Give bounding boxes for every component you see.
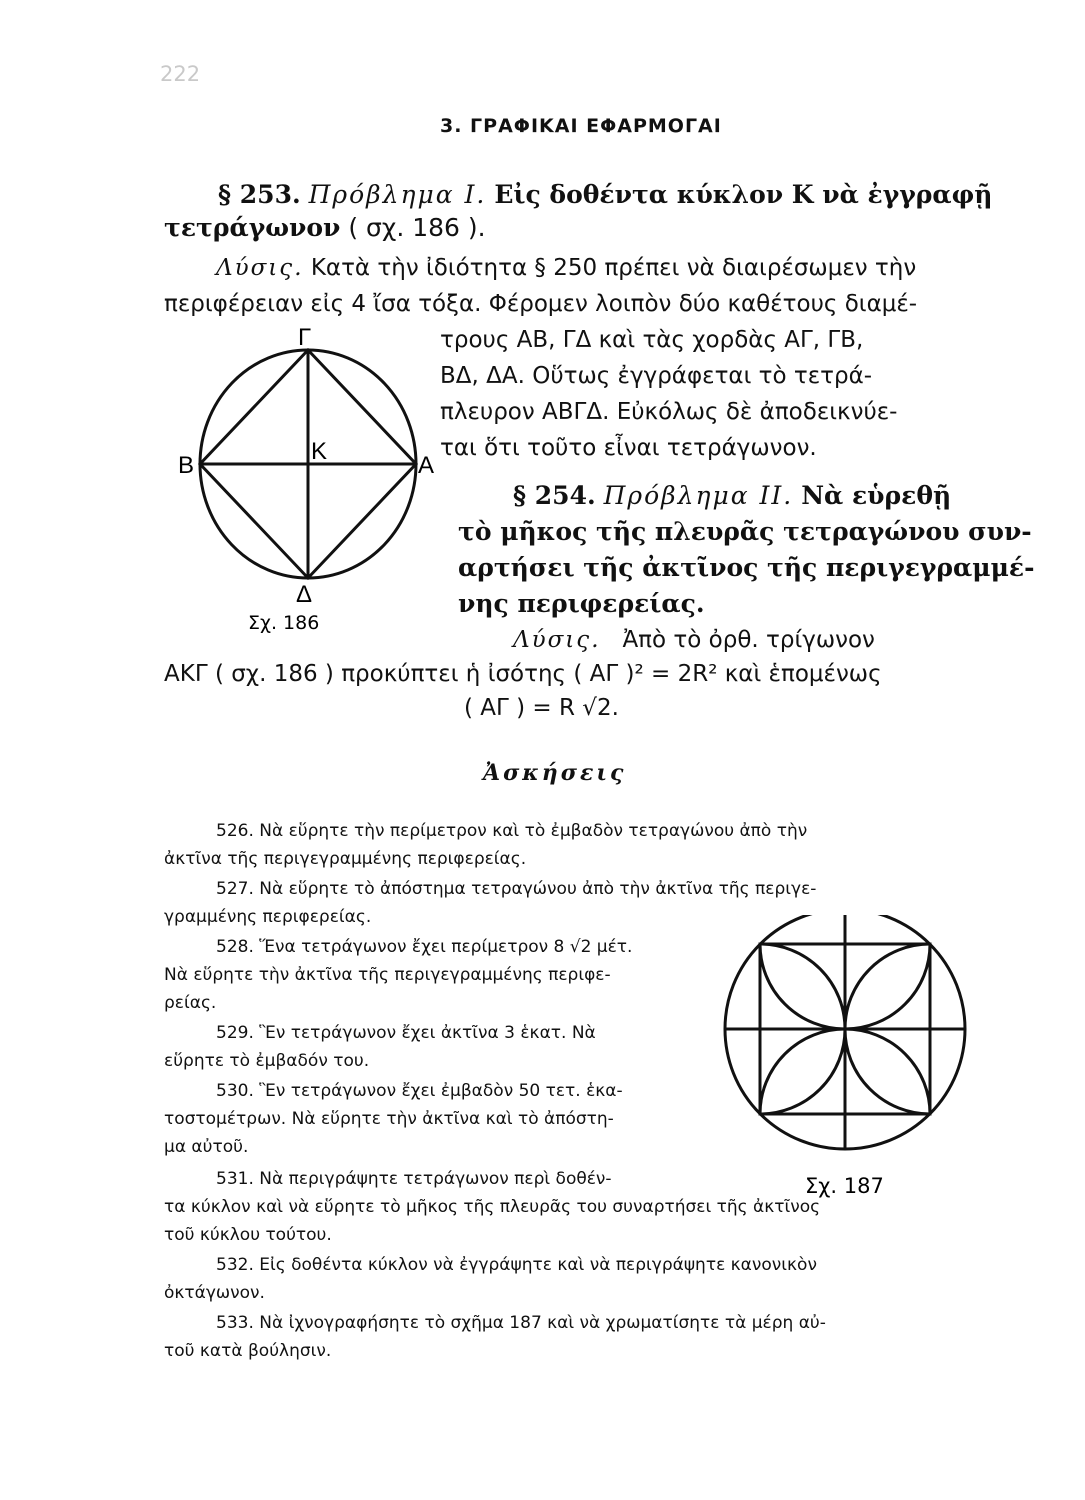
label-kappa: Κ bbox=[311, 438, 328, 465]
exercise-531: 531. Νὰ περιγράψητε τετράγωνον περὶ δοθέν- bbox=[216, 1169, 612, 1189]
exercise-528: 528. Ἕνα τετράγωνον ἔχει περίμετρον 8 √2 μέτ. bbox=[216, 937, 633, 957]
exercise-line: τοῦ κατὰ βούλησιν. bbox=[164, 1341, 332, 1361]
exercise-527: 527. Νὰ εὕρητε τὸ ἀπόστημα τετραγώνου ἀπὸ τὴν ἀκτῖνα τῆς περιγε- bbox=[216, 879, 817, 899]
exercise-line: ρείας. bbox=[164, 993, 217, 1013]
exercise-line: τοῦ κύκλου τούτου. bbox=[164, 1225, 332, 1245]
figure-187 bbox=[705, 915, 985, 1215]
exercise-529: 529. Ἓν τετράγωνον ἔχει ἀκτῖνα 3 ἑκατ. Νὰ bbox=[216, 1023, 596, 1043]
solution-label: Λύσις. bbox=[216, 255, 304, 281]
section-number: § 253. bbox=[218, 180, 301, 209]
solution-253-line3: τρους ΑΒ, ΓΔ καὶ τὰς χορδὰς ΑΓ, ΓΒ, bbox=[440, 327, 864, 353]
problem-254-line2: τὸ μῆκος τῆς πλευρᾶς τετραγώνου συν- bbox=[458, 517, 1032, 546]
problem-name: Πρόβλημα Ι. bbox=[308, 180, 487, 209]
section-heading: 3. ΓΡΑΦΙΚΑΙ ΕΦΑΡΜΟΓΑΙ bbox=[440, 115, 722, 137]
figure-caption: Σχ. 187 bbox=[805, 1174, 884, 1198]
solution-label: Λύσις. bbox=[513, 627, 601, 653]
exercise-526: 526. Νὰ εὕρητε τὴν περίμετρον καὶ τὸ ἐμβαδὸν τετραγώνου ἀπὸ τὴν bbox=[216, 821, 808, 841]
problem-title: Εἰς δοθέντα κύκλον Κ νὰ ἐγγραφῇ bbox=[494, 180, 993, 209]
problem-254-line1 bbox=[513, 476, 951, 516]
label-alpha: Α bbox=[418, 452, 435, 479]
solution-254-line1 bbox=[513, 622, 875, 659]
exercise-line: γραμμένης περιφερείας. bbox=[164, 907, 372, 927]
exercise-line: τα κύκλον καὶ νὰ εὕρητε τὸ μῆκος τῆς πλευρᾶς του συναρτήσει τῆς ἀκτῖνος bbox=[164, 1197, 821, 1217]
exercise-530: 530. Ἓν τετράγωνον ἔχει ἐμβαδὸν 50 τετ. ἑκα- bbox=[216, 1081, 623, 1101]
exercise-line: μα αὐτοῦ. bbox=[164, 1137, 249, 1157]
exercises-title: Ἀσκήσεις bbox=[483, 760, 627, 786]
figure-caption: Σχ. 186 bbox=[248, 612, 320, 634]
problem-253-line2 bbox=[164, 208, 486, 248]
solution-253-line4: ΒΔ, ΔΑ. Οὕτως ἐγγράφεται τὸ τετρά- bbox=[440, 363, 873, 389]
exercise-line: Νὰ εὕρητε τὴν ἀκτῖνα τῆς περιγεγραμμένης περιφε- bbox=[164, 965, 611, 985]
page-number: 222 bbox=[160, 62, 201, 86]
solution-text: Ἀπὸ τὸ ὀρθ. τρίγωνον bbox=[622, 627, 875, 653]
exercise-line: ὀκτάγωνον. bbox=[164, 1283, 265, 1303]
problem-title: Νὰ εὑρεθῇ bbox=[801, 481, 952, 510]
exercise-line: ἀκτῖνα τῆς περιγεγραμμένης περιφερείας. bbox=[164, 849, 527, 869]
exercise-533: 533. Νὰ ἰχνογραφήσητε τὸ σχῆμα 187 καὶ νὰ χρωματίσητε τὰ μέρη αὐ- bbox=[216, 1313, 826, 1333]
exercise-line: εὕρητε τὸ ἐμβαδόν του. bbox=[164, 1051, 370, 1071]
exercise-532: 532. Εἰς δοθέντα κύκλον νὰ ἐγγράψητε καὶ νὰ περιγράψητε κανονικὸν bbox=[216, 1255, 817, 1275]
solution-253-line6: ται ὅτι τοῦτο εἶναι τετράγωνον. bbox=[440, 435, 817, 461]
solution-254-line3: ( ΑΓ ) = R √2. bbox=[464, 695, 619, 721]
exercise-line: τοστομέτρων. Νὰ εὕρητε τὴν ἀκτῖνα καὶ τὸ ἀπόστη- bbox=[164, 1109, 614, 1129]
solution-253-line1 bbox=[216, 250, 916, 287]
label-delta: Δ bbox=[296, 581, 313, 608]
solution-text: Κατὰ τὴν ἰδιότητα § 250 πρέπει νὰ διαιρέσωμεν τὴν bbox=[310, 255, 917, 281]
label-gamma: Γ bbox=[298, 325, 312, 351]
figure-reference: ( σχ. 186 ). bbox=[348, 213, 486, 242]
label-beta: Β bbox=[178, 452, 195, 479]
solution-253-line5: πλευρον ΑΒΓΔ. Εὐκόλως δὲ ἀποδεικνύε- bbox=[440, 399, 898, 425]
figure-186 bbox=[170, 325, 440, 635]
problem-title-cont: τετράγωνον bbox=[164, 213, 341, 242]
solution-254-line2: ΑΚΓ ( σχ. 186 ) προκύπτει ἡ ἰσότης ( ΑΓ )² = 2R² καὶ ἑπομένως bbox=[164, 661, 882, 687]
problem-name: Πρόβλημα ΙΙ. bbox=[603, 481, 794, 510]
problem-254-line4: νης περιφερείας. bbox=[458, 589, 705, 618]
problem-254-line3: αρτήσει τῆς ἀκτῖνος τῆς περιγεγραμμέ- bbox=[458, 553, 1035, 582]
solution-253-line2: περιφέρειαν εἰς 4 ἴσα τόξα. Φέρομεν λοιπὸν δύο καθέτους διαμέ- bbox=[164, 291, 918, 317]
section-number: § 254. bbox=[513, 481, 596, 510]
